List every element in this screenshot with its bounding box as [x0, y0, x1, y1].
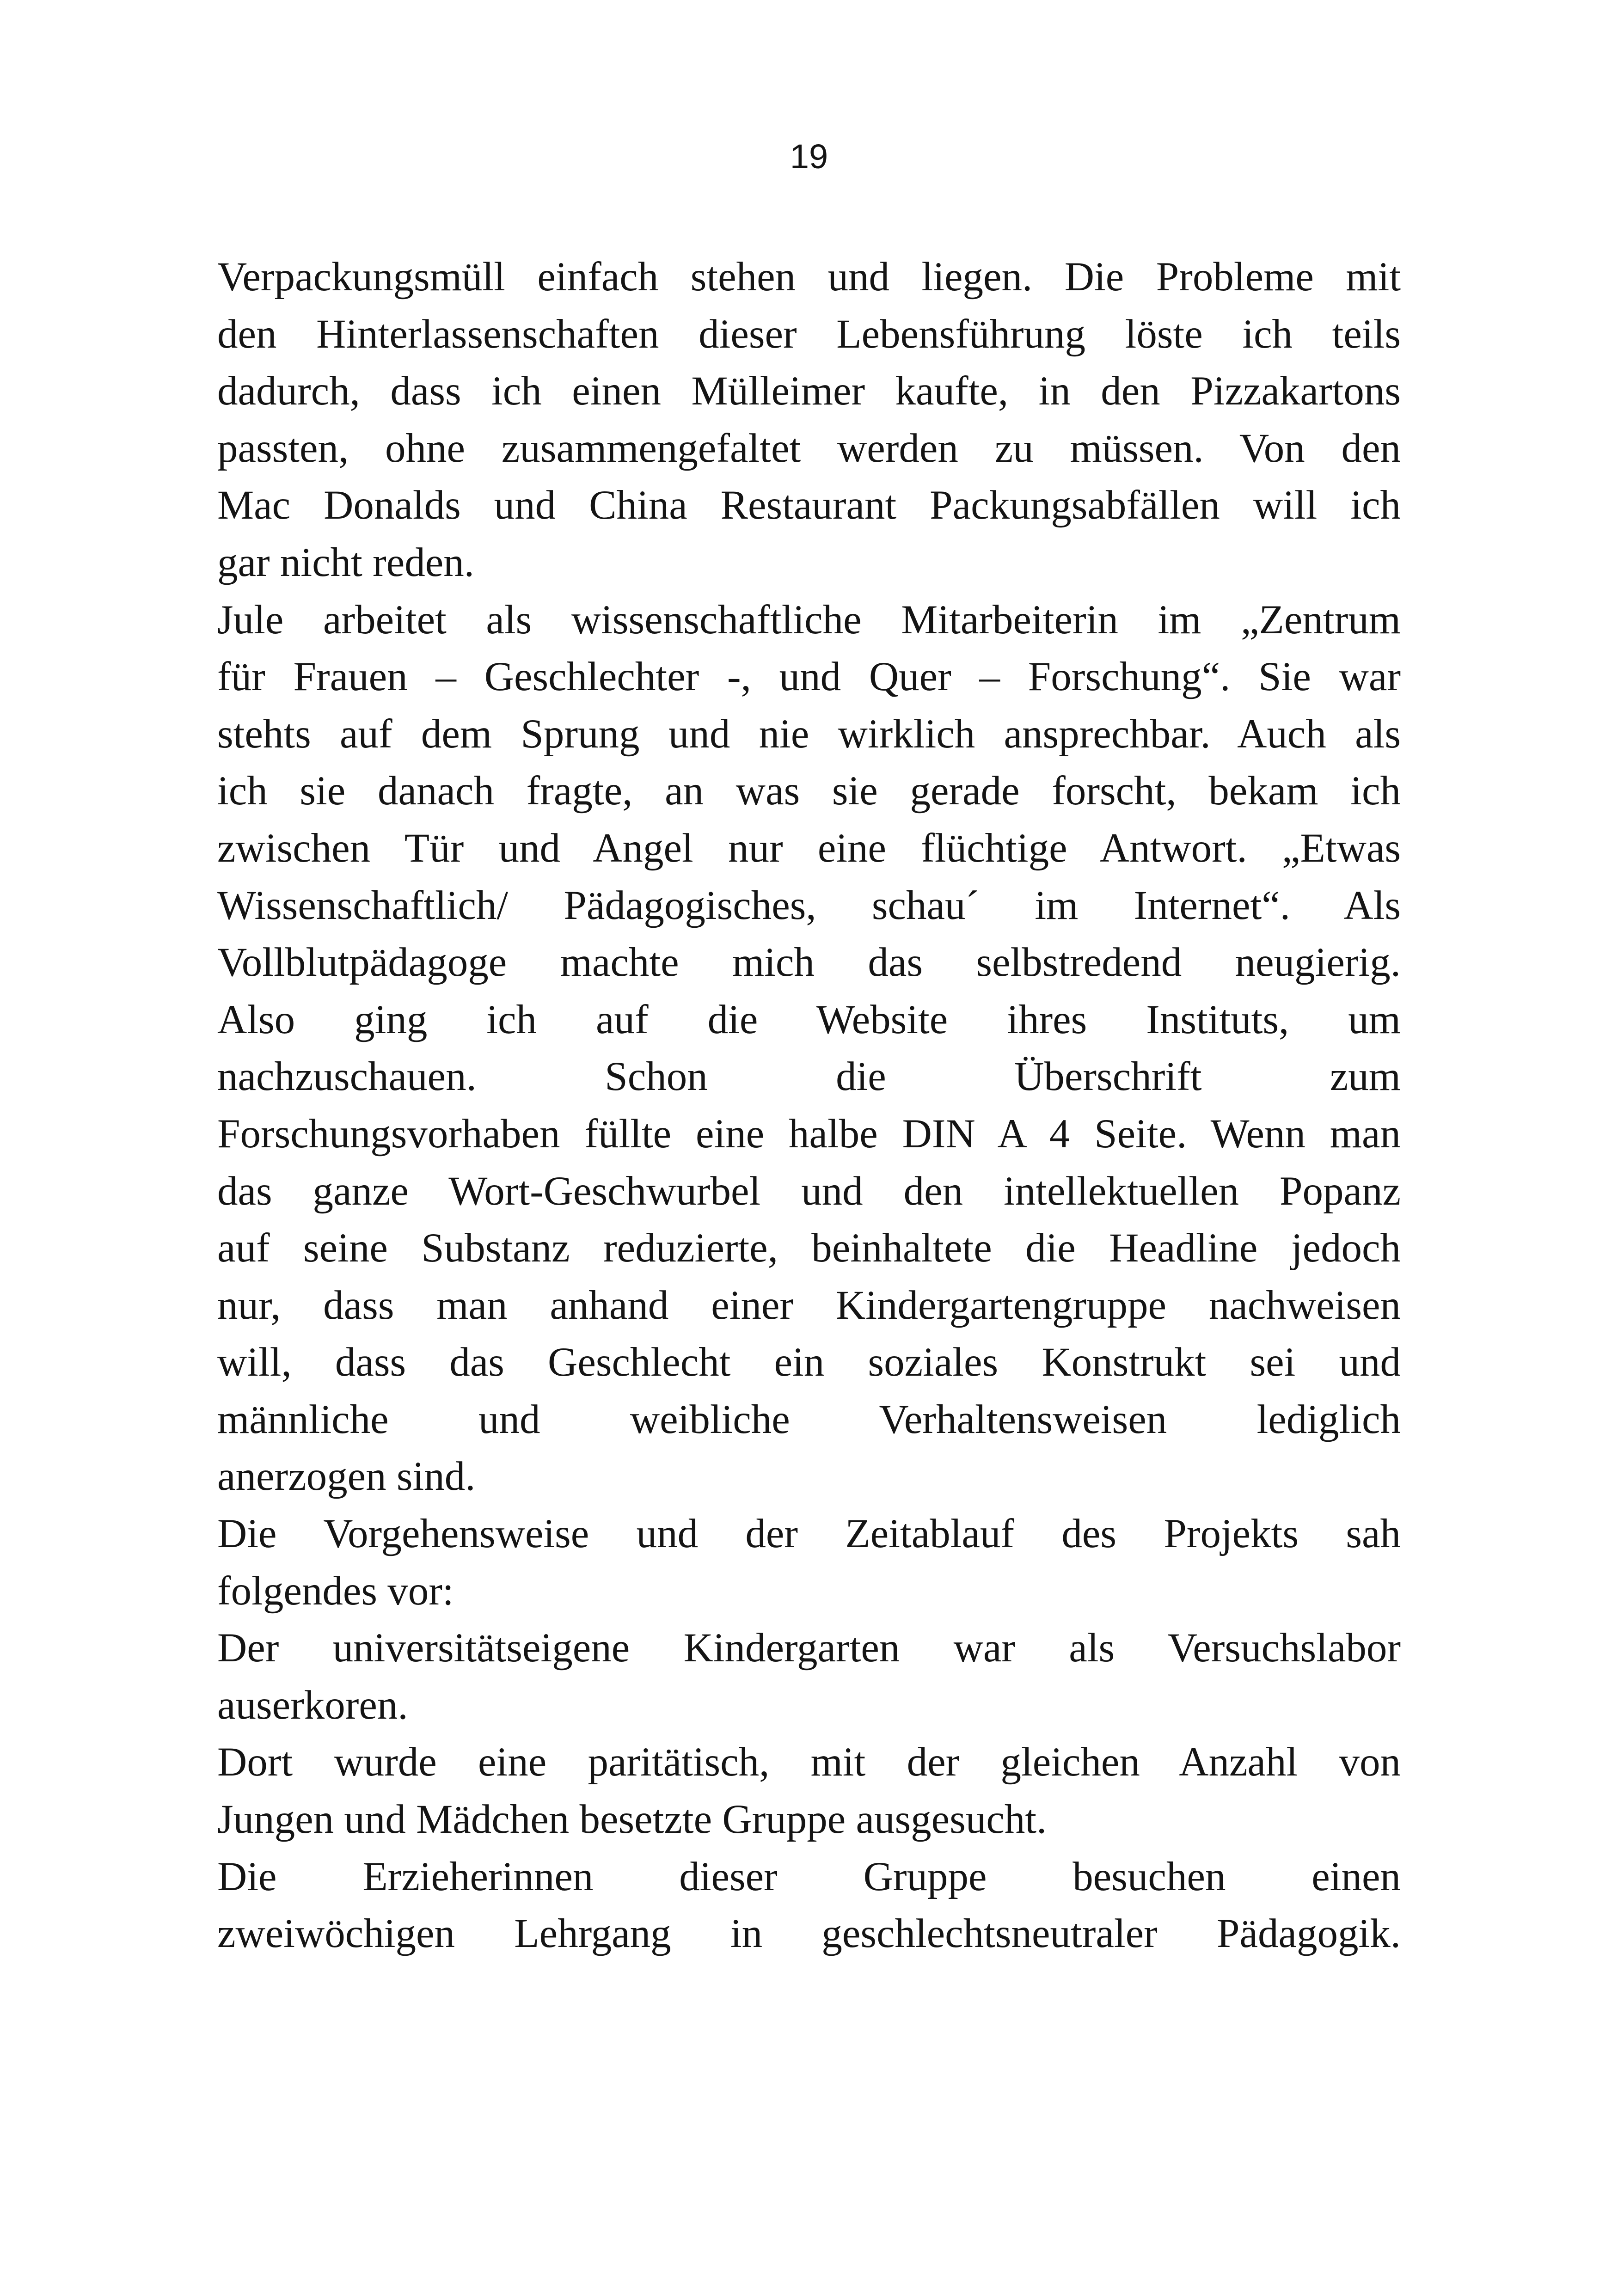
text-line: Forschungsvorhaben füllte eine halbe DIN A 4 Seite. Wenn man [217, 1111, 1401, 1157]
text-line: will, dass das Geschlecht ein soziales Konstrukt sei und [217, 1340, 1401, 1385]
text-line: Verpackungsmüll einfach stehen und liegen. Die Probleme mit [217, 254, 1401, 300]
text-line: folgendes vor: [217, 1568, 454, 1614]
text-line: auserkoren. [217, 1682, 408, 1728]
text-line: dadurch, dass ich einen Mülleimer kaufte, in den Pizzakartons [217, 368, 1401, 414]
text-line: stehts auf dem Sprung und nie wirklich ansprechbar. Auch als [217, 711, 1401, 757]
text-line: anerzogen sind. [217, 1454, 476, 1500]
text-line: für Frauen – Geschlechter -, und Quer – Forschung“. Sie war [217, 654, 1401, 700]
text-line: gar nicht reden. [217, 539, 474, 585]
text-line: Vollblutpädagoge machte mich das selbstredend neugierig. [217, 940, 1401, 986]
text-line: das ganze Wort-Geschwurbel und den intellektuellen Popanz [217, 1168, 1401, 1214]
text-line: zweiwöchigen Lehrgang in geschlechtsneutraler Pädagogik. [217, 1911, 1401, 1957]
text-line: ich sie danach fragte, an was sie gerade forscht, bekam ich [217, 768, 1401, 814]
text-line: Dort wurde eine paritätisch, mit der gleichen Anzahl von [217, 1739, 1401, 1785]
page-number: 19 [790, 137, 828, 176]
text-line: nachzuschauen. Schon die Überschrift zum [217, 1054, 1401, 1100]
body-text [217, 249, 1401, 1963]
text-line: Wissenschaftlich/ Pädagogisches, schau´ im Internet“. Als [217, 882, 1401, 928]
text-line: auf seine Substanz reduzierte, beinhaltete die Headline jedoch [217, 1225, 1401, 1271]
text-line: passten, ohne zusammengefaltet werden zu müssen. Von den [217, 425, 1401, 471]
text-line: Jule arbeitet als wissenschaftliche Mitarbeiterin im „Zentrum [217, 597, 1401, 643]
text-line: nur, dass man anhand einer Kindergartengruppe nachweisen [217, 1282, 1401, 1328]
text-line: Der universitätseigene Kindergarten war als Versuchslabor [217, 1625, 1401, 1671]
text-line: Mac Donalds und China Restaurant Packungsabfällen will ich [217, 483, 1401, 528]
text-line: zwischen Tür und Angel nur eine flüchtige Antwort. „Etwas [217, 825, 1401, 871]
text-line: Jungen und Mädchen besetzte Gruppe ausgesucht. [217, 1797, 1047, 1843]
text-line: den Hinterlassenschaften dieser Lebensführung löste ich teils [217, 311, 1401, 357]
text-line: Die Erzieherinnen dieser Gruppe besuchen einen [217, 1854, 1401, 1899]
text-line: männliche und weibliche Verhaltensweisen lediglich [217, 1396, 1401, 1442]
text-line: Die Vorgehensweise und der Zeitablauf des Projekts sah [217, 1511, 1401, 1557]
text-line: Also ging ich auf die Website ihres Instituts, um [217, 997, 1401, 1042]
